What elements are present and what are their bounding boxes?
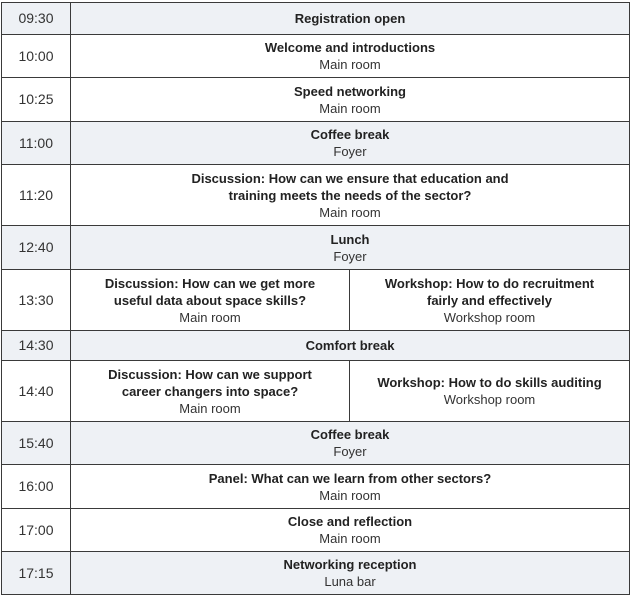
- schedule-row: [2, 270, 630, 331]
- time-cell: 14:40: [2, 361, 71, 422]
- schedule-row: [2, 552, 630, 595]
- time-cell: 12:40: [2, 226, 71, 270]
- session-title: Comfort break: [305, 338, 395, 353]
- time-cell: 11:00: [2, 122, 71, 165]
- session-title: Panel: What can we learn from other sectors?: [208, 470, 492, 486]
- schedule-row: [2, 122, 630, 165]
- schedule-row: [2, 226, 630, 270]
- session-venue: Main room: [319, 487, 381, 503]
- session-title: Registration open: [294, 11, 406, 26]
- session-cell: [71, 465, 630, 509]
- session-cell-right: [350, 361, 630, 422]
- session-venue: Main room: [179, 309, 241, 325]
- session-venue: Workshop room: [443, 309, 536, 325]
- session-cell-left: [71, 270, 350, 331]
- session-venue: Main room: [319, 531, 381, 546]
- session-title-line: Workshop: How to do recruitment: [384, 275, 595, 291]
- session-title-line: fairly and effectively: [427, 292, 552, 308]
- time-cell: 16:00: [2, 465, 71, 509]
- session-title: Coffee break: [310, 427, 390, 442]
- session-title: Lunch: [330, 231, 370, 247]
- session-cell: [71, 422, 630, 465]
- session-title-line: Discussion: How can we ensure that education and: [191, 170, 509, 186]
- time-cell: 13:30: [2, 270, 71, 331]
- session-venue: Foyer: [333, 144, 367, 159]
- session-cell: [71, 122, 630, 165]
- schedule-row: [2, 165, 630, 226]
- session-cell-left: [71, 361, 350, 422]
- time-cell: 14:30: [2, 331, 71, 361]
- schedule-row: [2, 35, 630, 78]
- time-cell: 09:30: [2, 3, 71, 35]
- session-title-line: Discussion: How can we get more: [104, 275, 316, 291]
- session-venue: Luna bar: [324, 574, 376, 589]
- time-cell: 17:15: [2, 552, 71, 595]
- session-cell: [71, 165, 630, 226]
- time-cell: 17:00: [2, 509, 71, 552]
- session-venue: Main room: [319, 204, 381, 220]
- schedule-row: [2, 509, 630, 552]
- session-venue: Main room: [319, 100, 381, 116]
- session-venue: Main room: [319, 57, 381, 72]
- schedule-row: [2, 3, 630, 35]
- session-title: Workshop: How to do skills auditing: [377, 375, 602, 390]
- session-venue: Foyer: [333, 444, 367, 459]
- time-cell: 10:00: [2, 35, 71, 78]
- session-cell: [71, 35, 630, 78]
- session-cell-right: [350, 270, 630, 331]
- session-cell: [71, 226, 630, 270]
- session-title: Coffee break: [310, 127, 390, 142]
- session-cell: [71, 552, 630, 595]
- session-cell: [71, 331, 630, 361]
- session-title-line: career changers into space?: [121, 383, 299, 399]
- schedule-row: [2, 78, 630, 122]
- session-title-line: training meets the needs of the sector?: [228, 187, 472, 203]
- session-title-line: useful data about space skills?: [113, 292, 307, 308]
- session-title-line: Discussion: How can we support: [108, 366, 312, 382]
- session-title: Welcome and introductions: [264, 40, 436, 55]
- session-cell: [71, 78, 630, 122]
- schedule-row: [2, 422, 630, 465]
- session-venue: Workshop room: [443, 392, 536, 407]
- session-cell: [71, 509, 630, 552]
- schedule-row: [2, 361, 630, 422]
- time-cell: 15:40: [2, 422, 71, 465]
- session-cell: [71, 3, 630, 35]
- session-title: Speed networking: [294, 83, 406, 99]
- session-title: Networking reception: [283, 557, 417, 572]
- schedule-row: [2, 331, 630, 361]
- session-title: Close and reflection: [287, 514, 413, 529]
- time-cell: 10:25: [2, 78, 71, 122]
- time-cell: 11:20: [2, 165, 71, 226]
- session-venue: Main room: [179, 400, 241, 416]
- schedule-table: [1, 2, 630, 595]
- session-venue: Foyer: [333, 248, 367, 264]
- schedule-row: [2, 465, 630, 509]
